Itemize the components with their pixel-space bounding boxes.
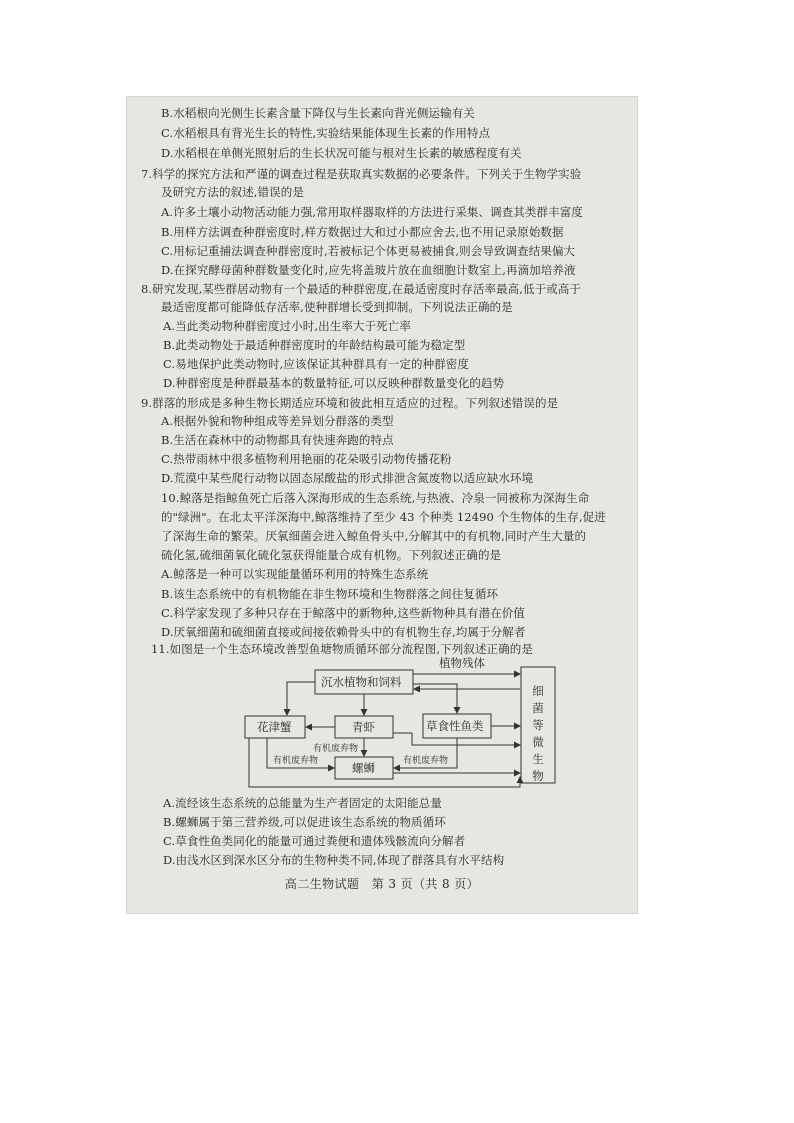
submerged-plants-label: 沉水植物和饲料 xyxy=(321,675,402,689)
page-footer: 高二生物试题 第 3 页（共 8 页） xyxy=(284,877,480,891)
plants-to-crab-arrow xyxy=(287,682,315,715)
plants-to-fish-arrow xyxy=(413,684,457,713)
q10-option-d: D.厌氧细菌和硫细菌直接或间接依赖骨头中的有机物生存,均属于分解者 xyxy=(161,625,526,639)
q7-option-d: D.在探究酵母菌种群数量变化时,应先将盖玻片放在血细胞计数室上,再滴加培养液 xyxy=(161,263,576,277)
q7-option-c: C.用标记重捕法调查种群密度时,若被标记个体更易被捕食,则会导致调查结果偏大 xyxy=(161,244,576,258)
q6-option-c: C.水稻根具有背光生长的特性,实验结果能体现生长素的作用特点 xyxy=(161,126,491,140)
q11-option-c: C.草食性鱼类同化的能量可通过粪便和遗体残骸流向分解者 xyxy=(163,834,466,848)
waste-label-fish: 有机废弃物 xyxy=(403,756,449,766)
q10-option-c: C.科学家发现了多种只存在于鲸落中的新物种,这些新物种具有潜在价值 xyxy=(161,606,525,620)
q9-option-c: C.热带雨林中很多植物利用艳丽的花朵吸引动物传播花粉 xyxy=(161,452,452,466)
snail-label: 螺蛳 xyxy=(352,761,375,775)
herbivore-fish-label: 草食性鱼类 xyxy=(426,719,484,733)
q11-option-a: A.流经该生态系统的总能量为生产者固定的太阳能总量 xyxy=(163,796,442,810)
q10-stem-line1: 10.鲸落是指鲸鱼死亡后落入深海形成的生态系统,与热液、冷泉一同被称为深海生命 xyxy=(161,491,590,505)
q9-option-d: D.荒漠中某些爬行动物以固态尿酸盐的形式排泄含氮废物以适应缺水环境 xyxy=(161,471,534,485)
q7-option-a: A.许多土壤小动物活动能力强,常用取样器取样的方法进行采集、调查其类群丰富度 xyxy=(161,205,583,219)
exam-page xyxy=(126,96,638,914)
crab-label: 花津蟹 xyxy=(257,720,292,734)
plant-residue-label: 植物残体 xyxy=(439,656,485,670)
q9-stem: 9.群落的形成是多种生物长期适应环境和彼此相互适应的过程。下列叙述错误的是 xyxy=(141,396,559,410)
food-web-diagram xyxy=(127,97,637,913)
q7-stem-line1: 7.科学的探究方法和严谨的调查过程是获取真实数据的必要条件。下列关于生物学实验 xyxy=(141,167,582,181)
shrimp-label: 青虾 xyxy=(352,720,375,734)
q8-stem-line1: 8.研究发现,某些群居动物有一个最适的种群密度,在最适密度时存活率最高,低于或高于 xyxy=(141,282,582,296)
q9-option-b: B.生活在森林中的动物都具有快速奔跑的特点 xyxy=(161,433,394,447)
q11-option-d: D.由浅水区到深水区分布的生物种类不同,体现了群落具有水平结构 xyxy=(163,853,505,867)
q10-stem-line2: 的"绿洲"。在北太平洋深海中,鲸落维持了至少 43 个种类 12490 个生物体的生存,促进 xyxy=(161,510,606,524)
q10-option-a: A.鲸落是一种可以实现能量循环利用的特殊生态系统 xyxy=(161,567,429,581)
bacteria-label: 细菌等微生物 xyxy=(532,684,544,783)
q10-option-b: B.该生态系统中的有机物能在非生物环境和生物群落之间往复循环 xyxy=(161,587,499,601)
q8-option-d: D.种群密度是种群最基本的数量特征,可以反映种群数量变化的趋势 xyxy=(163,376,505,390)
q11-option-b: B.螺蛳属于第三营养级,可以促进该生态系统的物质循环 xyxy=(163,815,446,829)
q10-stem-line3: 了深海生命的繁荣。厌氧细菌会进入鲸鱼骨头中,分解其中的有机物,同时产生大量的 xyxy=(161,529,587,543)
q8-option-a: A.当此类动物种群密度过小时,出生率大于死亡率 xyxy=(163,319,411,333)
waste-label-shrimp: 有机废弃物 xyxy=(313,744,359,754)
q8-option-b: B.此类动物处于最适种群密度时的年龄结构最可能为稳定型 xyxy=(163,338,466,352)
q10-stem-line4: 硫化氢,硫细菌氧化硫化氢获得能量合成有机物。下列叙述正确的是 xyxy=(161,548,502,562)
q8-stem-line2: 最适密度都可能降低存活率,使种群增长受到抑制。下列说法正确的是 xyxy=(161,300,513,314)
q6-option-d: D.水稻根在单侧光照射后的生长状况可能与根对生长素的敏感程度有关 xyxy=(161,146,522,160)
q7-option-b: B.用样方法调查种群密度时,样方数据过大和过小都应舍去,也不用记录原始数据 xyxy=(161,225,564,239)
q7-stem-line2: 及研究方法的叙述,错误的是 xyxy=(161,185,304,199)
q11-stem: 11.如图是一个生态环境改善型鱼塘物质循环部分流程图,下列叙述正确的是 xyxy=(151,642,533,656)
waste-label-crab: 有机废弃物 xyxy=(273,756,319,766)
q9-option-a: A.根据外貌和物种组成等差异划分群落的类型 xyxy=(161,414,394,428)
q8-option-c: C.易地保护此类动物时,应该保证其种群具有一定的种群密度 xyxy=(163,357,469,371)
q6-option-b: B.水稻根向光侧生长素含量下降仅与生长素向背光侧运输有关 xyxy=(161,106,475,120)
